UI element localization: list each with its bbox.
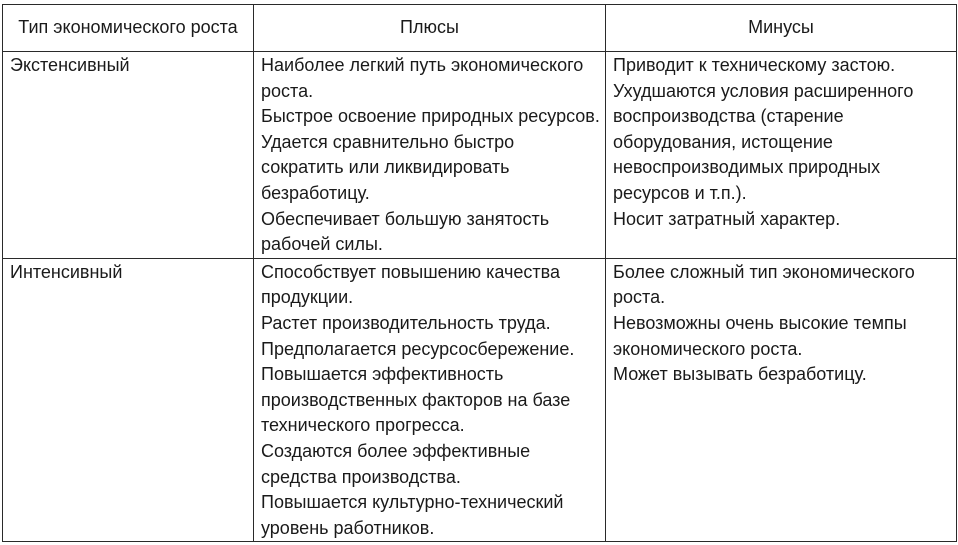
header-row — [3, 5, 957, 52]
list-item: Создаются более эффективные — [261, 440, 531, 461]
cons-cell — [606, 52, 957, 259]
type-label: Экстенсивный — [10, 55, 130, 75]
list-item: средства производства. — [261, 466, 461, 487]
list-item: продукции. — [261, 287, 354, 308]
list-item: Повышается культурно-технический — [261, 492, 564, 513]
list-item: оборудования, истощение — [613, 131, 833, 152]
list-item: Более сложный тип экономического — [613, 261, 915, 282]
list-item: сократить или ликвидировать — [261, 157, 510, 178]
list-item: Повышается эффективность — [261, 364, 504, 385]
list-item: невоспроизводимых природных — [613, 157, 881, 178]
header-pros: Плюсы — [254, 5, 606, 52]
type-cell — [3, 52, 254, 259]
list-item: Носит затратный характер. — [613, 208, 841, 229]
type-label: Интенсивный — [10, 261, 123, 282]
list-item: Может вызывать безработицу. — [613, 364, 867, 385]
header-type: Тип экономического роста — [3, 5, 254, 52]
table-row — [3, 52, 957, 259]
type-cell — [3, 258, 254, 542]
list-item: безработицу. — [261, 182, 370, 203]
list-item: Наиболее легкий путь экономического — [261, 55, 584, 75]
list-item: Приводит к техническому застою. — [613, 55, 896, 75]
list-item: экономического роста. — [613, 338, 803, 359]
list-item: ресурсов и т.п.). — [613, 182, 747, 203]
list-item: Быстрое освоение природных ресурсов. — [261, 106, 600, 127]
cons-cell — [606, 258, 957, 542]
list-item: производственных факторов на базе — [261, 389, 571, 410]
list-item: Невозможны очень высокие темпы — [613, 312, 907, 333]
list-item: Растет производительность труда. — [261, 312, 551, 333]
list-item: роста. — [261, 80, 314, 101]
list-item: воспроизводства (старение — [613, 106, 844, 127]
growth-types-table — [2, 4, 957, 542]
table-row — [3, 258, 957, 542]
list-item: Предполагается ресурсосбережение. — [261, 338, 575, 359]
list-item: Обеспечивает большую занятость — [261, 208, 550, 229]
pros-cell — [254, 258, 606, 542]
pros-cell — [254, 52, 606, 259]
list-item: уровень работников. — [261, 517, 435, 538]
list-item: роста. — [613, 287, 666, 308]
list-item: Удается сравнительно быстро — [261, 131, 515, 152]
list-item: рабочей силы. — [261, 234, 383, 255]
list-item: технического прогресса. — [261, 415, 465, 436]
header-cons: Минусы — [606, 5, 957, 52]
list-item: Способствует повышению качества — [261, 261, 561, 282]
list-item: Ухудшаются условия расширенного — [613, 80, 914, 101]
